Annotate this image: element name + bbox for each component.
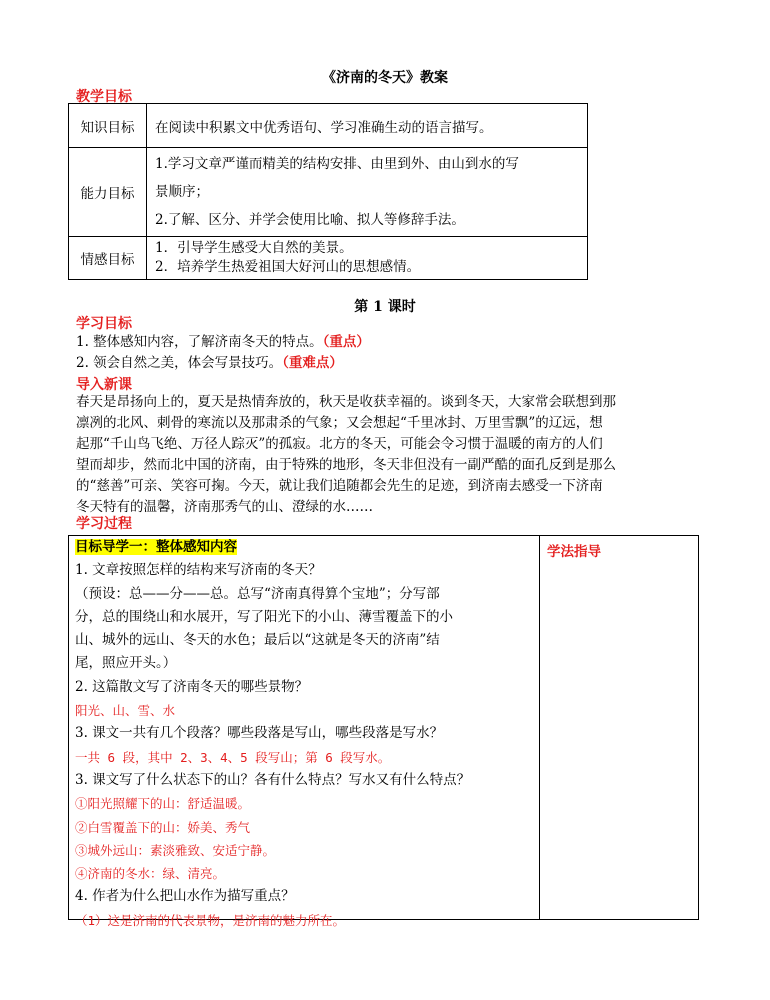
knowledge-value	[147, 104, 588, 148]
page-title: 《济南的冬天》教案	[322, 70, 448, 86]
intro-line: 冬天特有的温馨，济南那秀气的山、澄绿的水……	[76, 499, 373, 515]
section-process: 学习过程	[76, 516, 132, 532]
ability-label: 能力目标	[69, 148, 147, 237]
process-table	[68, 535, 699, 928]
section-teaching-goals: 教学目标	[76, 89, 132, 105]
objective-item	[76, 332, 370, 353]
objectives-list	[76, 332, 370, 374]
ability-line: 2.了解、区分、并学会使用比喻、拟人等修辞手法。	[155, 212, 465, 228]
intro-paragraph	[76, 392, 696, 518]
emotion-line: 1．引导学生感受大自然的美景。	[155, 240, 353, 256]
ability-line: 1.学习文章严谨而精美的结构安排、由里到外、由山到水的写	[155, 156, 519, 172]
knowledge-label: 知识目标	[69, 104, 147, 148]
method-guide-label: 学法指导	[547, 544, 601, 560]
objective-item	[76, 353, 370, 374]
objective-text: 1. 整体感知内容，了解济南冬天的特点。	[76, 334, 323, 350]
answer-line: 山、城外的远山、冬天的水色；最后以“这就是冬天的济南”结	[75, 632, 440, 649]
intro-line: 的“慈善”可亲、笑容可掬。今天，就让我们追随都会先生的足迹，到济南去感受一下济南	[76, 478, 603, 494]
lesson-heading: 第 1 课时	[354, 299, 416, 315]
knowledge-line: 在阅读中积累文中优秀语句、学习准确生动的语言描写。	[155, 119, 493, 136]
answer-line: （预设：总——分——总。总写“济南真得算个宝地”；分写部	[75, 585, 440, 602]
question: 3. 课文一共有几个段落？哪些段落是写山，哪些段落是写水？	[75, 725, 444, 742]
answer-line: 分，总的围绕山和水展开，写了阳光下的小山、薄雪覆盖下的小	[75, 608, 453, 625]
intro-line: 起那“千山鸟飞绝、万径人踪灭”的孤寂。北方的冬天，可能会令习惯于温暖的南方的人们	[76, 436, 603, 452]
goals-row-ability	[69, 148, 588, 237]
goals-row-knowledge	[69, 104, 588, 148]
answer: ①阳光照耀下的山：舒适温暖。	[75, 796, 251, 812]
section-learning-goals: 学习目标	[76, 316, 132, 332]
answer-line: 尾，照应开头。）	[75, 655, 177, 672]
ability-value	[147, 148, 588, 237]
objective-mark: （重难点）	[282, 355, 343, 371]
intro-line: 春天是昂扬向上的，夏天是热情奔放的，秋天是收获幸福的。谈到冬天，大家常会联想到那	[76, 394, 616, 410]
emotion-label: 情感目标	[69, 237, 147, 280]
column-divider	[539, 536, 540, 919]
answer: （1）这是济南的代表景物，是济南的魅力所在。	[75, 912, 346, 928]
question: 1. 文章按照怎样的结构来写济南的冬天？	[75, 562, 322, 579]
process-heading: 目标导学一：整体感知内容	[75, 539, 237, 555]
question: 4. 作者为什么把山水作为描写重点？	[75, 888, 295, 905]
answer: ④济南的冬水：绿、清亮。	[75, 866, 226, 882]
answer: 一共 6 段，其中 2、3、4、5 段写山；第 6 段写水。	[75, 749, 391, 765]
answer: ②白雪覆盖下的山：娇美、秀气	[75, 819, 251, 835]
emotion-line: 2．培养学生热爱祖国大好河山的思想感情。	[155, 259, 421, 275]
goals-table	[68, 103, 588, 280]
question: 3. 课文写了什么状态下的山？各有什么特点？写水又有什么特点？	[75, 771, 471, 788]
process-content	[75, 536, 537, 932]
objective-mark: （重点）	[322, 334, 370, 350]
intro-line: 望而却步，然而北中国的济南，由于特殊的地形，冬天非但没有一副严酷的面孔反到是那么	[76, 457, 616, 473]
answer: 阳光、山、雪、水	[75, 703, 176, 719]
goals-row-emotion	[69, 237, 588, 280]
question: 2. 这篇散文写了济南冬天的哪些景物？	[75, 678, 309, 695]
objective-text: 2. 领会自然之美，体会写景技巧。	[76, 355, 283, 371]
ability-line: 景顺序；	[155, 184, 209, 200]
emotion-value	[147, 237, 588, 280]
section-intro: 导入新课	[76, 377, 132, 393]
answer: ③城外远山：素淡雅致、安适宁静。	[75, 842, 276, 858]
intro-line: 凛冽的北风、刺骨的寒流以及那肃杀的气象；又会想起“千里冰封、万里雪飘”的辽远，想	[76, 415, 603, 431]
